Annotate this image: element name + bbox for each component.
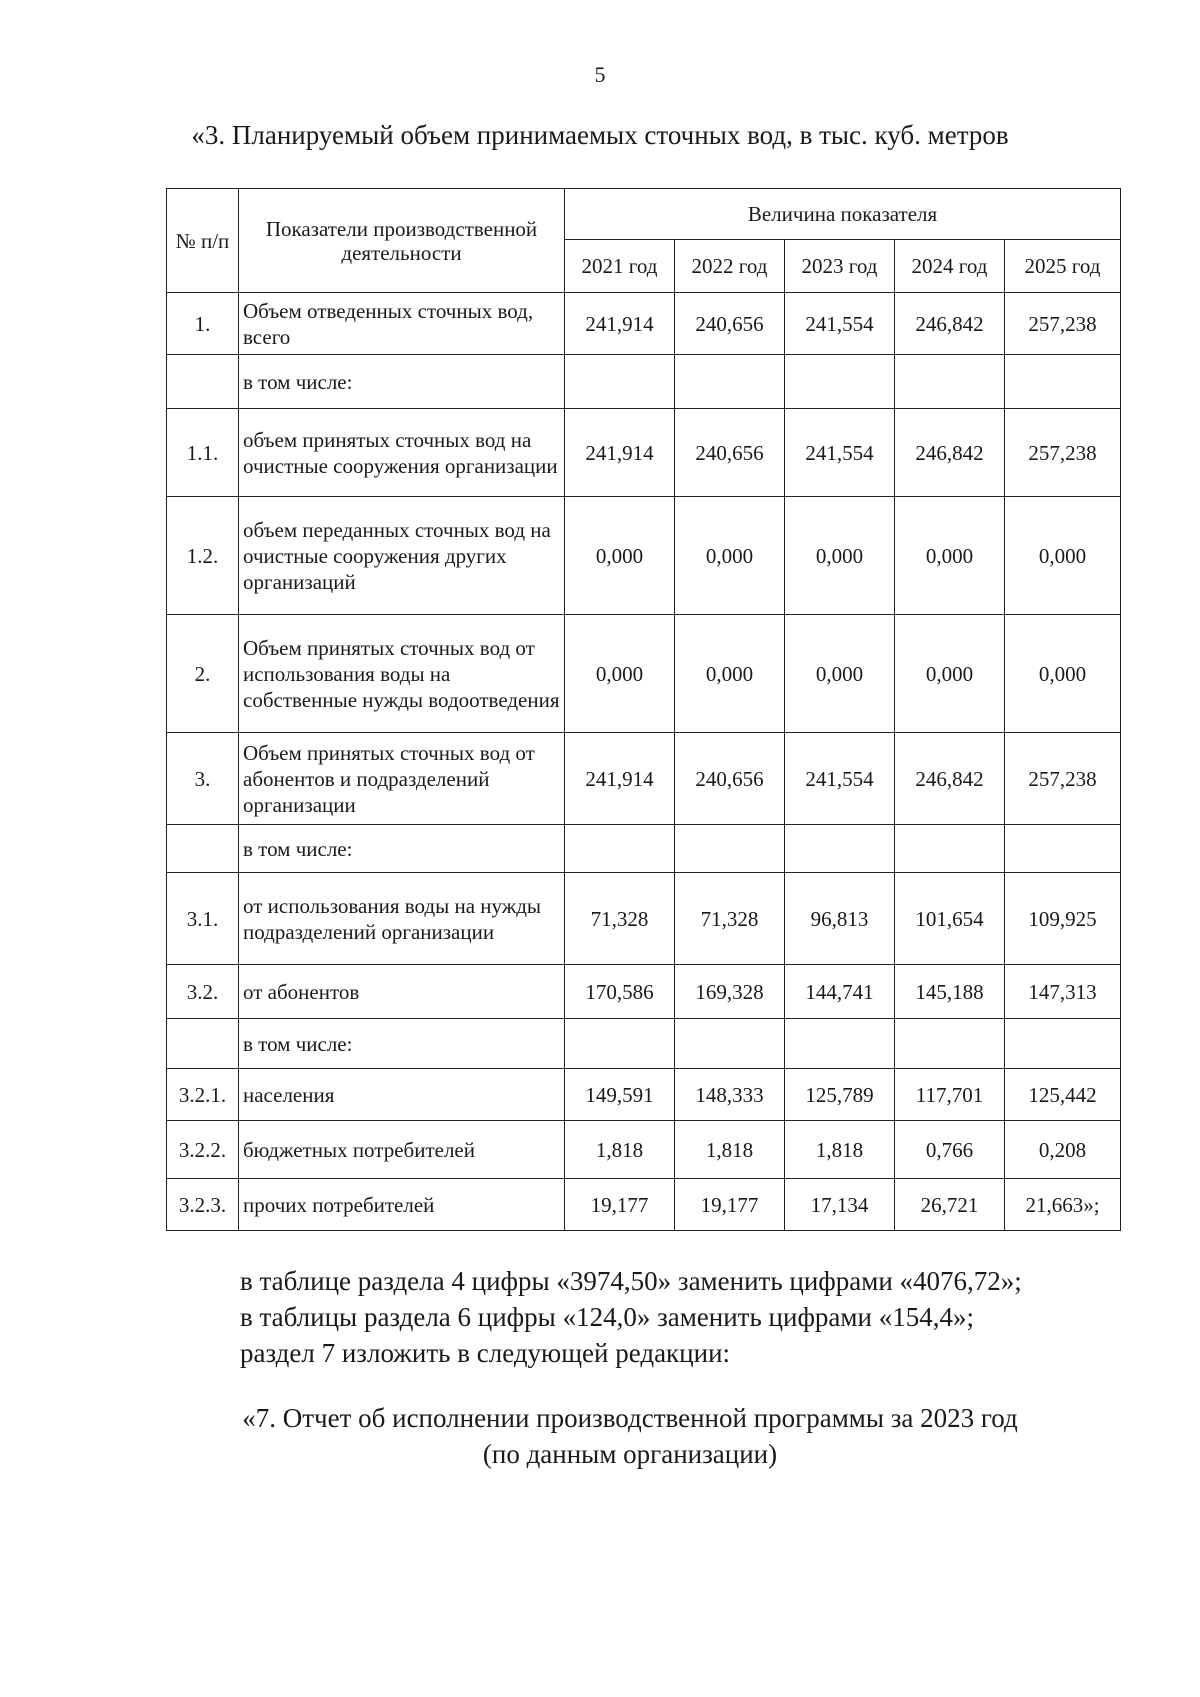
row-value: 71,328 <box>565 873 675 965</box>
row-value: 145,188 <box>895 965 1005 1019</box>
row-indicator: от использования воды на нужды подразделений организации <box>239 873 565 965</box>
row-value: 21,663»; <box>1005 1179 1121 1231</box>
row-value <box>785 1019 895 1069</box>
row-value: 246,842 <box>895 409 1005 497</box>
table-row <box>167 825 1121 873</box>
amendment-note: в таблицы раздела 6 цифры «124,0» заменить цифрами «154,4»; <box>240 1302 974 1332</box>
row-indicator: от абонентов <box>239 965 565 1019</box>
row-value: 241,554 <box>785 409 895 497</box>
row-indicator: в том числе: <box>239 1019 565 1069</box>
table-row <box>167 733 1121 825</box>
row-number: 1.1. <box>167 409 239 497</box>
row-indicator: прочих потребителей <box>239 1179 565 1231</box>
row-value <box>895 355 1005 409</box>
row-number: 3.2.1. <box>167 1069 239 1121</box>
header-year: 2022 год <box>675 240 785 293</box>
row-value <box>1005 355 1121 409</box>
row-value: 170,586 <box>565 965 675 1019</box>
row-value <box>565 825 675 873</box>
row-value: 0,000 <box>675 497 785 615</box>
row-value: 0,766 <box>895 1121 1005 1179</box>
row-value: 148,333 <box>675 1069 785 1121</box>
row-value: 71,328 <box>675 873 785 965</box>
row-value: 0,000 <box>565 497 675 615</box>
row-indicator: объем принятых сточных вод на очистные сооружения организации <box>239 409 565 497</box>
row-value: 0,000 <box>895 497 1005 615</box>
row-value: 0,000 <box>895 615 1005 733</box>
row-value: 26,721 <box>895 1179 1005 1231</box>
indicators-table <box>166 188 1121 1231</box>
row-value: 96,813 <box>785 873 895 965</box>
row-value: 0,000 <box>1005 615 1121 733</box>
row-value: 149,591 <box>565 1069 675 1121</box>
table-row <box>167 497 1121 615</box>
row-value: 125,442 <box>1005 1069 1121 1121</box>
next-section-title-line: (по данным организации) <box>482 1439 778 1469</box>
row-value <box>675 1019 785 1069</box>
row-value: 101,654 <box>895 873 1005 965</box>
row-value: 1,818 <box>785 1121 895 1179</box>
row-value: 241,914 <box>565 733 675 825</box>
row-value: 241,554 <box>785 733 895 825</box>
row-value: 0,208 <box>1005 1121 1121 1179</box>
row-indicator: бюджетных потребителей <box>239 1121 565 1179</box>
row-value: 19,177 <box>565 1179 675 1231</box>
row-value <box>1005 825 1121 873</box>
amendment-note: раздел 7 изложить в следующей редакции: <box>240 1338 731 1368</box>
row-value: 241,554 <box>785 293 895 355</box>
header-year: 2023 год <box>785 240 895 293</box>
row-value <box>895 825 1005 873</box>
row-value: 246,842 <box>895 733 1005 825</box>
row-value <box>675 355 785 409</box>
header-year: 2025 год <box>1005 240 1121 293</box>
row-value: 0,000 <box>675 615 785 733</box>
row-number: 1. <box>167 293 239 355</box>
row-value <box>565 1019 675 1069</box>
header-number: № п/п <box>167 189 239 293</box>
row-value: 169,328 <box>675 965 785 1019</box>
header-year: 2024 год <box>895 240 1005 293</box>
table-row <box>167 873 1121 965</box>
header-year: 2021 год <box>565 240 675 293</box>
row-value <box>565 355 675 409</box>
row-value: 257,238 <box>1005 293 1121 355</box>
row-indicator: в том числе: <box>239 825 565 873</box>
row-value: 1,818 <box>565 1121 675 1179</box>
row-number <box>167 355 239 409</box>
row-value: 257,238 <box>1005 409 1121 497</box>
row-number: 3.2.2. <box>167 1121 239 1179</box>
row-value: 246,842 <box>895 293 1005 355</box>
row-number: 3.1. <box>167 873 239 965</box>
row-number <box>167 825 239 873</box>
table-row <box>167 409 1121 497</box>
row-value: 257,238 <box>1005 733 1121 825</box>
table-row <box>167 1069 1121 1121</box>
section-title: «3. Планируемый объем принимаемых сточных вод, в тыс. куб. метров <box>191 120 1009 150</box>
row-value: 1,818 <box>675 1121 785 1179</box>
row-indicator: Объем принятых сточных вод от абонентов и подразделений организации <box>239 733 565 825</box>
row-value: 147,313 <box>1005 965 1121 1019</box>
row-value: 241,914 <box>565 293 675 355</box>
row-value: 0,000 <box>565 615 675 733</box>
row-value: 240,656 <box>675 733 785 825</box>
row-value <box>675 825 785 873</box>
row-indicator: Объем отведенных сточных вод, всего <box>239 293 565 355</box>
row-number: 3.2. <box>167 965 239 1019</box>
next-section-title-line: «7. Отчет об исполнении производственной программы за 2023 год <box>242 1403 1018 1433</box>
row-indicator: объем переданных сточных вод на очистные сооружения других организаций <box>239 497 565 615</box>
row-value: 144,741 <box>785 965 895 1019</box>
table-row <box>167 615 1121 733</box>
amendment-note: в таблице раздела 4 цифры «3974,50» заменить цифрами «4076,72»; <box>240 1266 1022 1296</box>
row-value <box>785 825 895 873</box>
header-indicator: Показатели производственной деятельности <box>239 189 565 293</box>
row-number: 3.2.3. <box>167 1179 239 1231</box>
row-value <box>1005 1019 1121 1069</box>
row-value: 0,000 <box>785 615 895 733</box>
table-row <box>167 1121 1121 1179</box>
row-indicator: Объем принятых сточных вод от использования воды на собственные нужды водоотведения <box>239 615 565 733</box>
row-value <box>785 355 895 409</box>
row-value: 125,789 <box>785 1069 895 1121</box>
row-indicator: в том числе: <box>239 355 565 409</box>
row-value: 0,000 <box>1005 497 1121 615</box>
row-number: 2. <box>167 615 239 733</box>
row-value: 0,000 <box>785 497 895 615</box>
row-value: 17,134 <box>785 1179 895 1231</box>
header-value-group: Величина показателя <box>565 189 1121 240</box>
row-value: 117,701 <box>895 1069 1005 1121</box>
row-value <box>895 1019 1005 1069</box>
row-value: 240,656 <box>675 409 785 497</box>
table-row <box>167 293 1121 355</box>
next-section-title <box>30 1400 1200 1472</box>
row-number <box>167 1019 239 1069</box>
amendment-notes <box>240 1263 1140 1371</box>
row-number: 3. <box>167 733 239 825</box>
row-value: 19,177 <box>675 1179 785 1231</box>
table-row <box>167 965 1121 1019</box>
table-row <box>167 355 1121 409</box>
row-value: 240,656 <box>675 293 785 355</box>
row-value: 241,914 <box>565 409 675 497</box>
table-row <box>167 1179 1121 1231</box>
page-number: 5 <box>594 62 606 87</box>
table-row <box>167 1019 1121 1069</box>
row-number: 1.2. <box>167 497 239 615</box>
row-value: 109,925 <box>1005 873 1121 965</box>
row-indicator: населения <box>239 1069 565 1121</box>
